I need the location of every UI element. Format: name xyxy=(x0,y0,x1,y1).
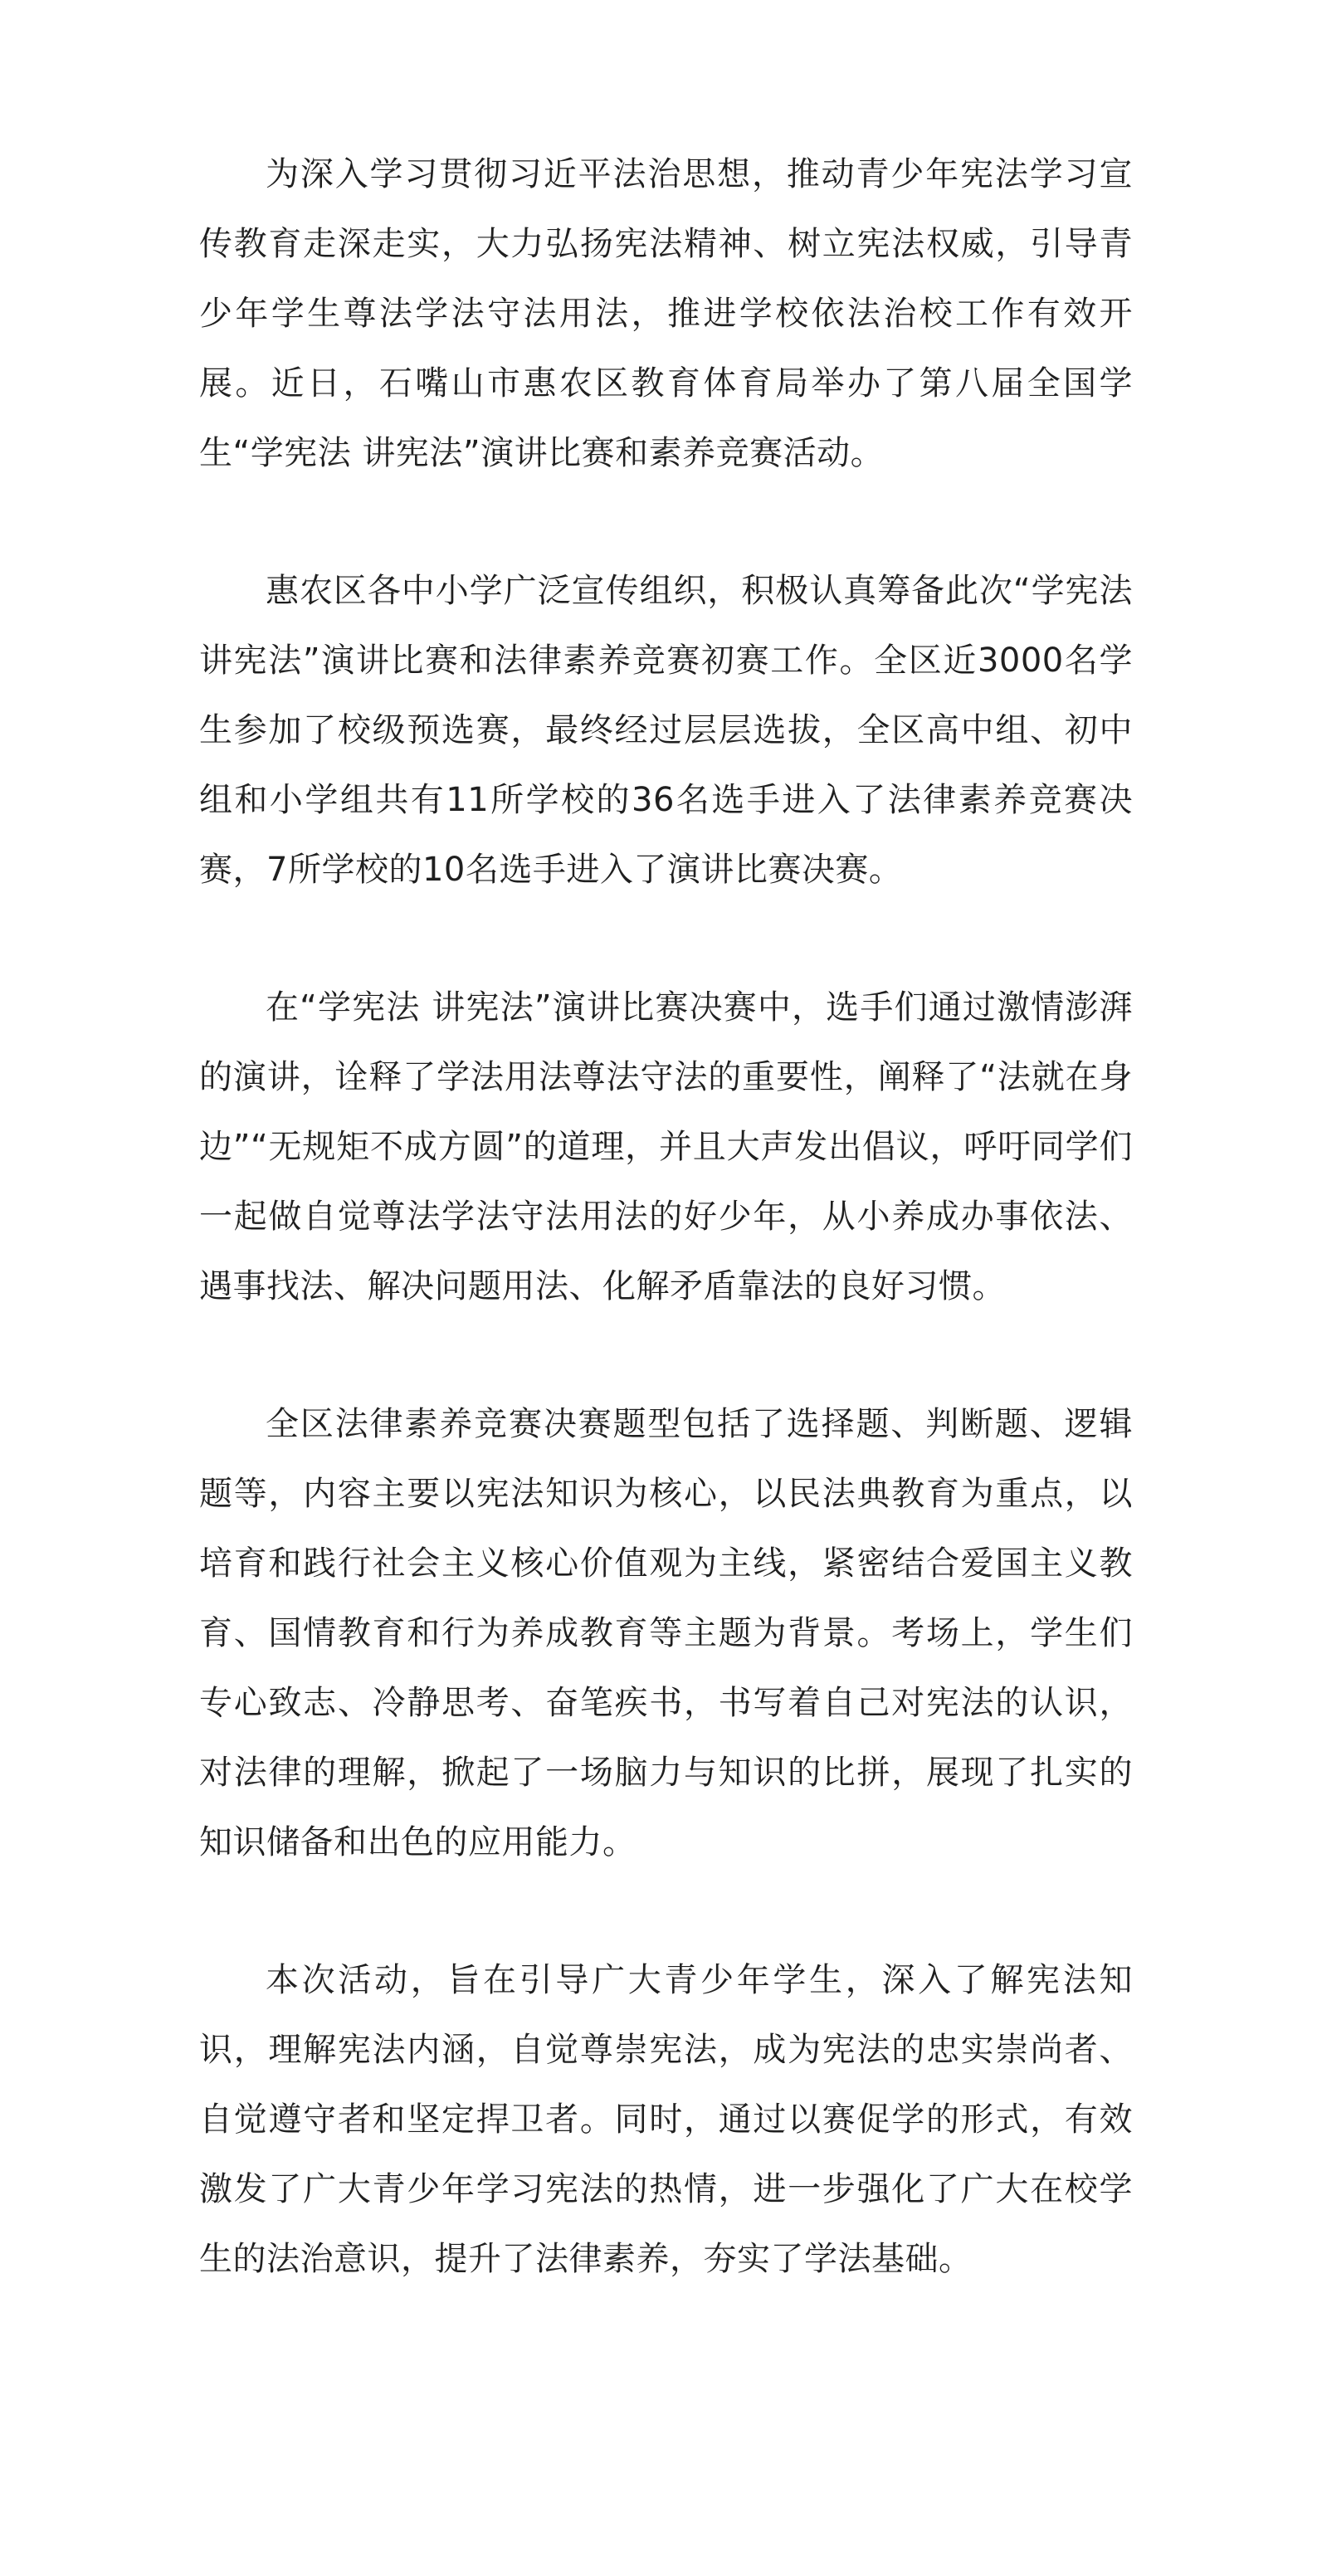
paragraph-4: 全区法律素养竞赛决赛题型包括了选择题、判断题、逻辑题等，内容主要以宪法知识为核心，以民法典教育为重点，以培育和践行社会主义核心价值观为主线，紧密结合爱国主义教育、国情教育和行为养成教育等主题为背景。考场上，学生们专心致志、冷静思考、奋笔疾书，书写着自己对宪法的认识，对法律的理解，掀起了一场脑力与知识的比拼，展现了扎实的知识储备和出色的应用能力。 xyxy=(199,1405,1133,1861)
paragraph-3: 在“学宪法 讲宪法”演讲比赛决赛中，选手们通过激情澎湃的演讲，诠释了学法用法尊法守法的重要性，阐释了“法就在身边”“无规矩不成方圆”的道理，并且大声发出倡议，呼吁同学们一起做自觉尊法学法守法用法的好少年，从小养成办事依法、遇事找法、解决问题用法、化解矛盾靠法的良好习惯。 xyxy=(199,988,1133,1305)
paragraph-5: 本次活动，旨在引导广大青少年学生，深入了解宪法知识，理解宪法内涵，自觉尊崇宪法，成为宪法的忠实崇尚者、自觉遵守者和坚定捍卫者。同时，通过以赛促学的形式，有效激发了广大青少年学习宪法的热情，进一步强化了广大在校学生的法治意识，提升了法律素养，夯实了学法基础。 xyxy=(199,1961,1133,2278)
article-body xyxy=(199,139,1133,2294)
paragraph-2: 惠农区各中小学广泛宣传组织，积极认真筹备此次“学宪法 讲宪法”演讲比赛和法律素养竞赛初赛工作。全区近3000名学生参加了校级预选赛，最终经过层层选拔，全区高中组、初中组和小学组共有11所学校的36名选手进入了法律素养竞赛决赛，7所学校的10名选手进入了演讲比赛决赛。 xyxy=(199,572,1133,889)
paragraph-1: 为深入学习贯彻习近平法治思想，推动青少年宪法学习宣传教育走深走实，大力弘扬宪法精神、树立宪法权威，引导青少年学生尊法学法守法用法，推进学校依法治校工作有效开展。近日，石嘴山市惠农区教育体育局举办了第八届全国学生“学宪法 讲宪法”演讲比赛和素养竞赛活动。 xyxy=(199,155,1133,472)
